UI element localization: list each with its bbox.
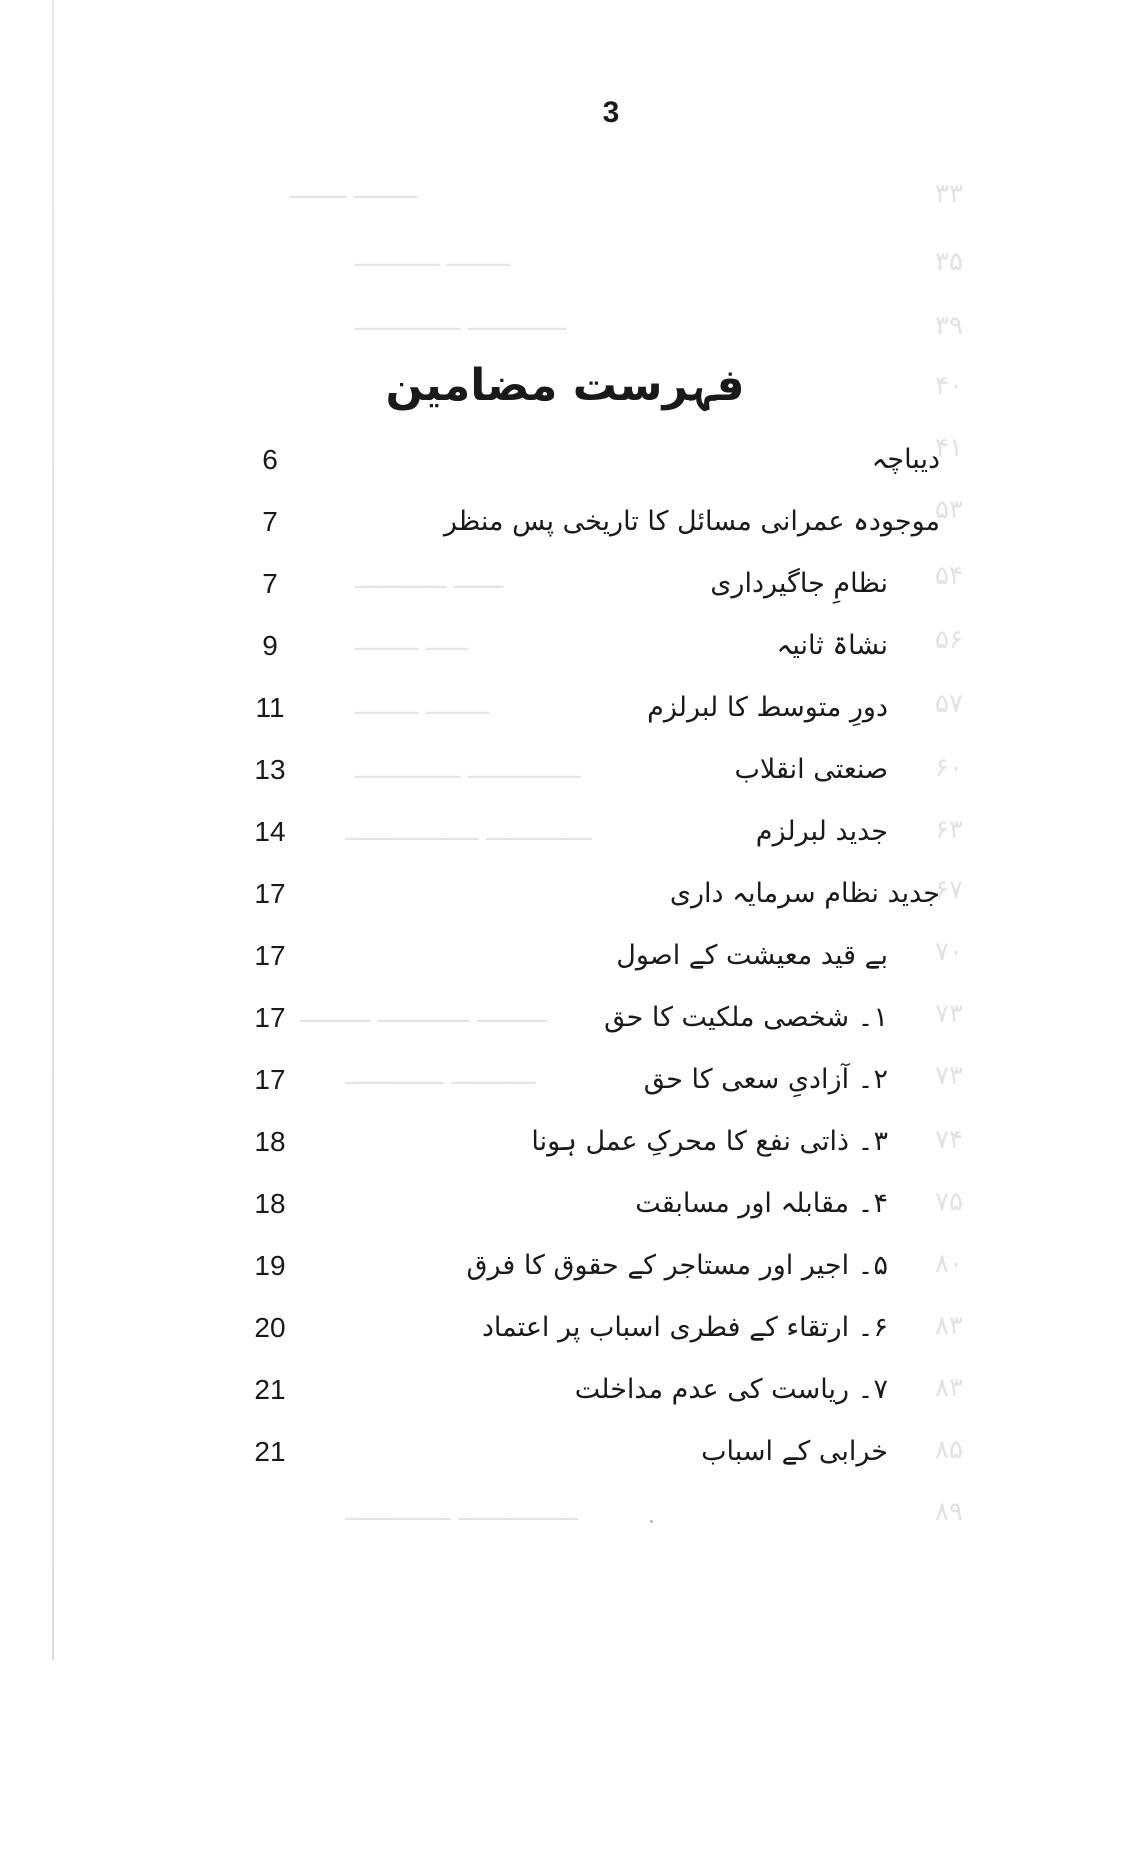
bleed-through: ۷۵ bbox=[935, 1186, 963, 1216]
bleed-through: ۸۳ bbox=[935, 1310, 963, 1340]
toc-entry[interactable] bbox=[220, 870, 940, 918]
toc-page-number: 11 bbox=[255, 692, 285, 723]
toc-entry-title: جدید لبرلزم bbox=[755, 816, 888, 847]
toc-entry-title: نشاۃ ثانیہ bbox=[776, 630, 888, 661]
toc-page-number: 20 bbox=[254, 1312, 286, 1343]
bleed-through: ــــــــــــــ ـــــــــــــــ bbox=[355, 308, 567, 336]
bleed-through: ۴۰ bbox=[935, 370, 963, 400]
bleed-through: ۷۰ bbox=[935, 936, 963, 966]
bleed-through: ــــــ ـــــــــ bbox=[355, 628, 469, 656]
bleed-through: ۸۵ bbox=[935, 1434, 963, 1464]
toc-entry[interactable] bbox=[220, 746, 940, 794]
toc-entry[interactable] bbox=[220, 1242, 940, 1290]
bleed-through: ۳۳ bbox=[935, 178, 963, 208]
toc-entry-title: دورِ متوسط کا لبرلزم bbox=[647, 692, 888, 723]
toc-page-number: 9 bbox=[262, 630, 278, 661]
toc-entry-title: صنعتی انقلاب bbox=[734, 754, 888, 785]
toc-entry-title: بے قید معیشت کے اصول bbox=[616, 940, 888, 971]
toc-page-number: 21 bbox=[254, 1436, 286, 1467]
bleed-through: ۸۰ bbox=[935, 1248, 963, 1278]
toc-page-number: 21 bbox=[254, 1374, 286, 1405]
toc-entry-title: ۱۔ شخصی ملکیت کا حق bbox=[604, 1002, 888, 1033]
toc-page-number: 17 bbox=[254, 940, 286, 971]
toc-entry-title: نظامِ جاگیرداری bbox=[710, 568, 888, 599]
toc-page-number: 14 bbox=[254, 816, 286, 847]
bleed-through: ۳۵ bbox=[935, 246, 963, 276]
bleed-through: ۵۶ bbox=[935, 624, 963, 654]
toc-entry-title: ۵۔ اجیر اور مستاجر کے حقوق کا فرق bbox=[466, 1250, 888, 1281]
toc-entry[interactable] bbox=[220, 498, 940, 546]
toc-entry-title: ۴۔ مقابلہ اور مسابقت bbox=[635, 1188, 888, 1219]
toc-entry[interactable] bbox=[220, 1428, 940, 1476]
bleed-through: ۸۳ bbox=[935, 1372, 963, 1402]
bleed-through: ۵۳ bbox=[935, 494, 963, 524]
bleed-through: ۸۹ bbox=[935, 1496, 963, 1526]
print-speck bbox=[650, 1520, 653, 1523]
toc-entry-title: دیباچہ bbox=[871, 444, 940, 475]
toc-entry[interactable] bbox=[220, 1180, 940, 1228]
bleed-through: ـــــــــ ـــــــــ bbox=[355, 692, 490, 720]
bleed-through: ـــــــ ـــــــــــــ bbox=[355, 566, 504, 594]
toc-entry[interactable] bbox=[220, 622, 940, 670]
bleed-through: ــــــــــــ ــــــــــــــ bbox=[345, 1062, 536, 1090]
bleed-through: ۷۴ bbox=[935, 1124, 963, 1154]
toc-entry-title: جدید نظام سرمایہ داری bbox=[669, 878, 940, 909]
bleed-through: ـــــــــ ــــــــــــ bbox=[355, 244, 511, 272]
toc-entry[interactable] bbox=[220, 1118, 940, 1166]
toc-entry-title: ۳۔ ذاتی نفع کا محرکِ عمل ہونا bbox=[531, 1126, 888, 1157]
toc-entry-title: موجودہ عمرانی مسائل کا تاریخی پس منظر bbox=[443, 506, 940, 537]
bleed-through: ۷۳ bbox=[935, 998, 963, 1028]
bleed-through: ۷۳ bbox=[935, 1060, 963, 1090]
toc-entry[interactable] bbox=[220, 994, 940, 1042]
toc-entry[interactable] bbox=[220, 684, 940, 732]
toc-page-number: 6 bbox=[262, 444, 278, 475]
toc-entry[interactable] bbox=[220, 808, 940, 856]
bleed-through: ــــــــــ ـــــــــــــ ــــــــــ bbox=[300, 1000, 548, 1028]
page-number: 3 bbox=[602, 96, 620, 129]
bleed-through: ــــــــــــــــ ـــــــــــــــ bbox=[355, 756, 581, 784]
toc-entry-title: ۶۔ ارتقاء کے فطری اسباب پر اعتماد bbox=[481, 1312, 888, 1343]
toc-page-number: 19 bbox=[254, 1250, 286, 1281]
toc-page-number: 7 bbox=[262, 506, 278, 537]
bleed-through: ۶۳ bbox=[935, 814, 963, 844]
bleed-through: ـــــــــــــــ ـــــــــــــــــــ bbox=[345, 818, 592, 846]
toc-entry[interactable] bbox=[220, 1304, 940, 1352]
toc-page-number: 17 bbox=[254, 1064, 286, 1095]
toc-entry[interactable] bbox=[220, 560, 940, 608]
bleed-through: ۳۹ bbox=[935, 310, 963, 340]
toc-entry[interactable] bbox=[220, 1366, 940, 1414]
toc-entry-title: ۲۔ آزادیِ سعی کا حق bbox=[643, 1064, 888, 1095]
bleed-through: ۶۰ bbox=[935, 752, 963, 782]
toc-page-number: 17 bbox=[254, 878, 286, 909]
bleed-through: ۵۴ bbox=[935, 560, 963, 590]
bleed-through: ۴۱ bbox=[935, 432, 963, 462]
toc-page-number: 7 bbox=[262, 568, 278, 599]
page-title: فہرست مضامین bbox=[385, 360, 745, 411]
toc-page-number: 18 bbox=[254, 1126, 286, 1157]
toc-page-number: 18 bbox=[254, 1188, 286, 1219]
bleed-through: ـــــــــــــــــ ـــــــــــــــ bbox=[345, 1498, 578, 1526]
toc-page-number: 17 bbox=[254, 1002, 286, 1033]
toc-entry-title: خرابی کے اسباب bbox=[701, 1436, 888, 1467]
toc-entry[interactable] bbox=[220, 1056, 940, 1104]
toc-entry[interactable] bbox=[220, 436, 940, 484]
bleed-through: ـــــــــ ــــــــ bbox=[290, 176, 418, 204]
toc-entry-title: ۷۔ ریاست کی عدم مداخلت bbox=[574, 1374, 888, 1405]
toc-entry[interactable] bbox=[220, 932, 940, 980]
bleed-through: ۶۷ bbox=[935, 874, 963, 904]
bleed-through: ۵۷ bbox=[935, 688, 963, 718]
toc-page-number: 13 bbox=[254, 754, 286, 785]
